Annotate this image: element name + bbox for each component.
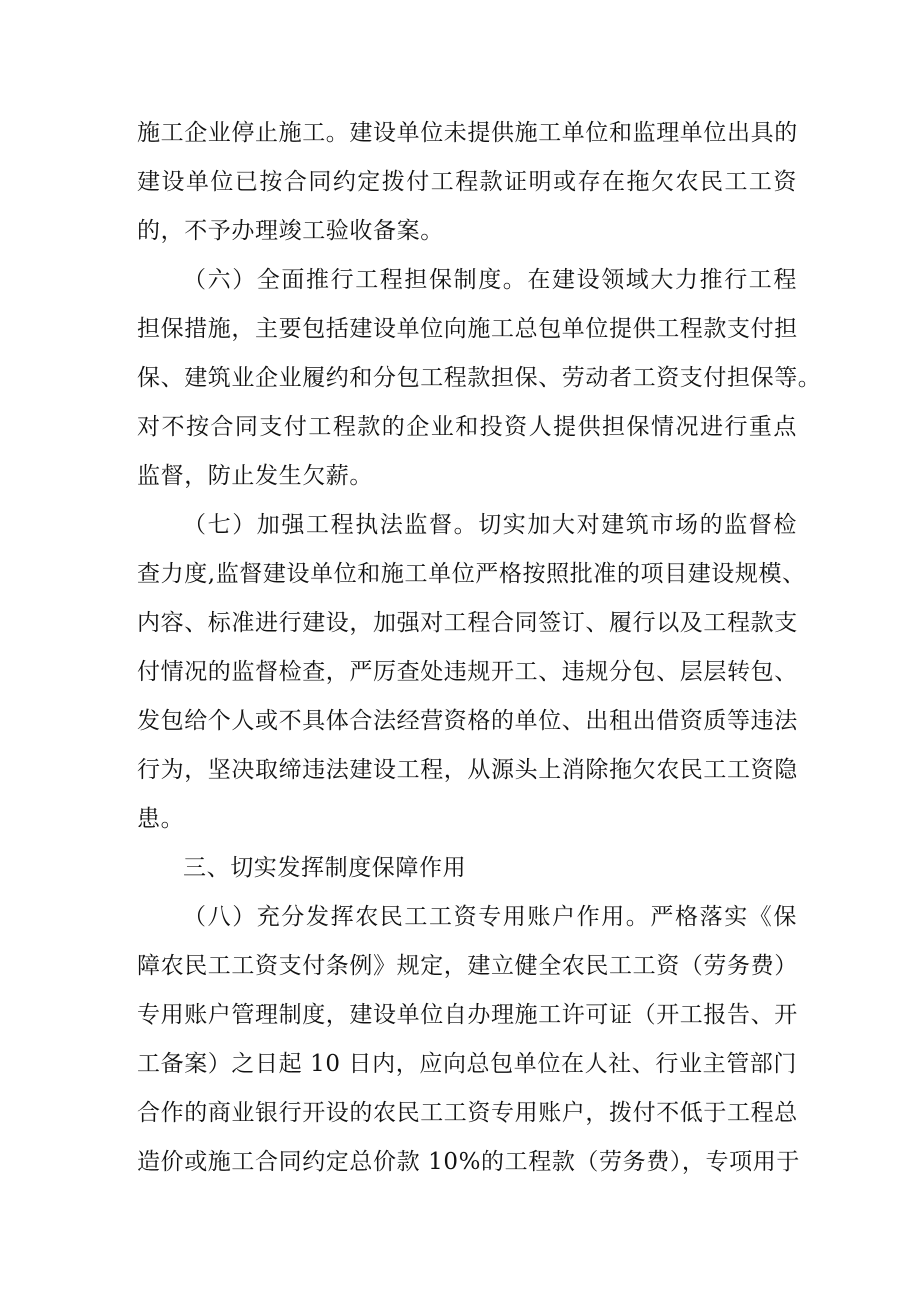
- paragraph-line: 合作的商业银行开设的农民工工资专用账户，拨付不低于工程总: [137, 1100, 798, 1126]
- paragraph-line: 查力度,监督建设单位和施工单位严格按照批准的项目建设规模、: [137, 561, 806, 587]
- paragraph-line: 保、建筑业企业履约和分包工程款担保、劳动者工资支付担保等。: [137, 365, 822, 391]
- paragraph-line: （六）全面推行工程担保制度。在建设领域大力推行工程: [183, 267, 797, 293]
- paragraph-line: 的，不予办理竣工验收备案。: [137, 218, 444, 244]
- paragraph-line: 对不按合同支付工程款的企业和投资人提供担保情况进行重点: [137, 414, 797, 440]
- paragraph-line: 建设单位已按合同约定拨付工程款证明或存在拖欠农民工工资: [137, 169, 797, 195]
- section-heading: 三、切实发挥制度保障作用: [183, 855, 467, 881]
- paragraph-line: 发包给个人或不具体合法经营资格的单位、出租出借资质等违法: [137, 708, 798, 734]
- paragraph-line: 内容、标准进行建设，加强对工程合同签订、履行以及工程款支: [137, 610, 798, 636]
- paragraph-line: 专用账户管理制度，建设单位自办理施工许可证（开工报告、开: [137, 1002, 798, 1028]
- paragraph-line: 担保措施，主要包括建设单位向施工总包单位提供工程款支付担: [137, 316, 798, 342]
- paragraph-line: 工备案）之日起 10 日内，应向总包单位在人社、行业主管部门: [137, 1051, 797, 1077]
- paragraph-line: 监督，防止发生欠薪。: [137, 463, 373, 489]
- paragraph-line: 障农民工工资支付条例》规定，建立健全农民工工资（劳务费）: [137, 953, 798, 979]
- paragraph-line: 施工企业停止施工。建设单位未提供施工单位和监理单位出具的: [137, 120, 798, 146]
- paragraph-line: 患。: [137, 806, 185, 832]
- paragraph-line: （七）加强工程执法监督。切实加大对建筑市场的监督检: [183, 512, 797, 538]
- paragraph-line: 付情况的监督检查，严厉查处违规开工、违规分包、层层转包、: [137, 659, 798, 685]
- paragraph-line: 造价或施工合同约定总价款 10%的工程款（劳务费），专项用于: [137, 1149, 800, 1175]
- paragraph-line: （八）充分发挥农民工工资专用账户作用。严格落实《保: [183, 904, 797, 930]
- paragraph-line: 行为，坚决取缔违法建设工程，从源头上消除拖欠农民工工资隐: [137, 757, 798, 783]
